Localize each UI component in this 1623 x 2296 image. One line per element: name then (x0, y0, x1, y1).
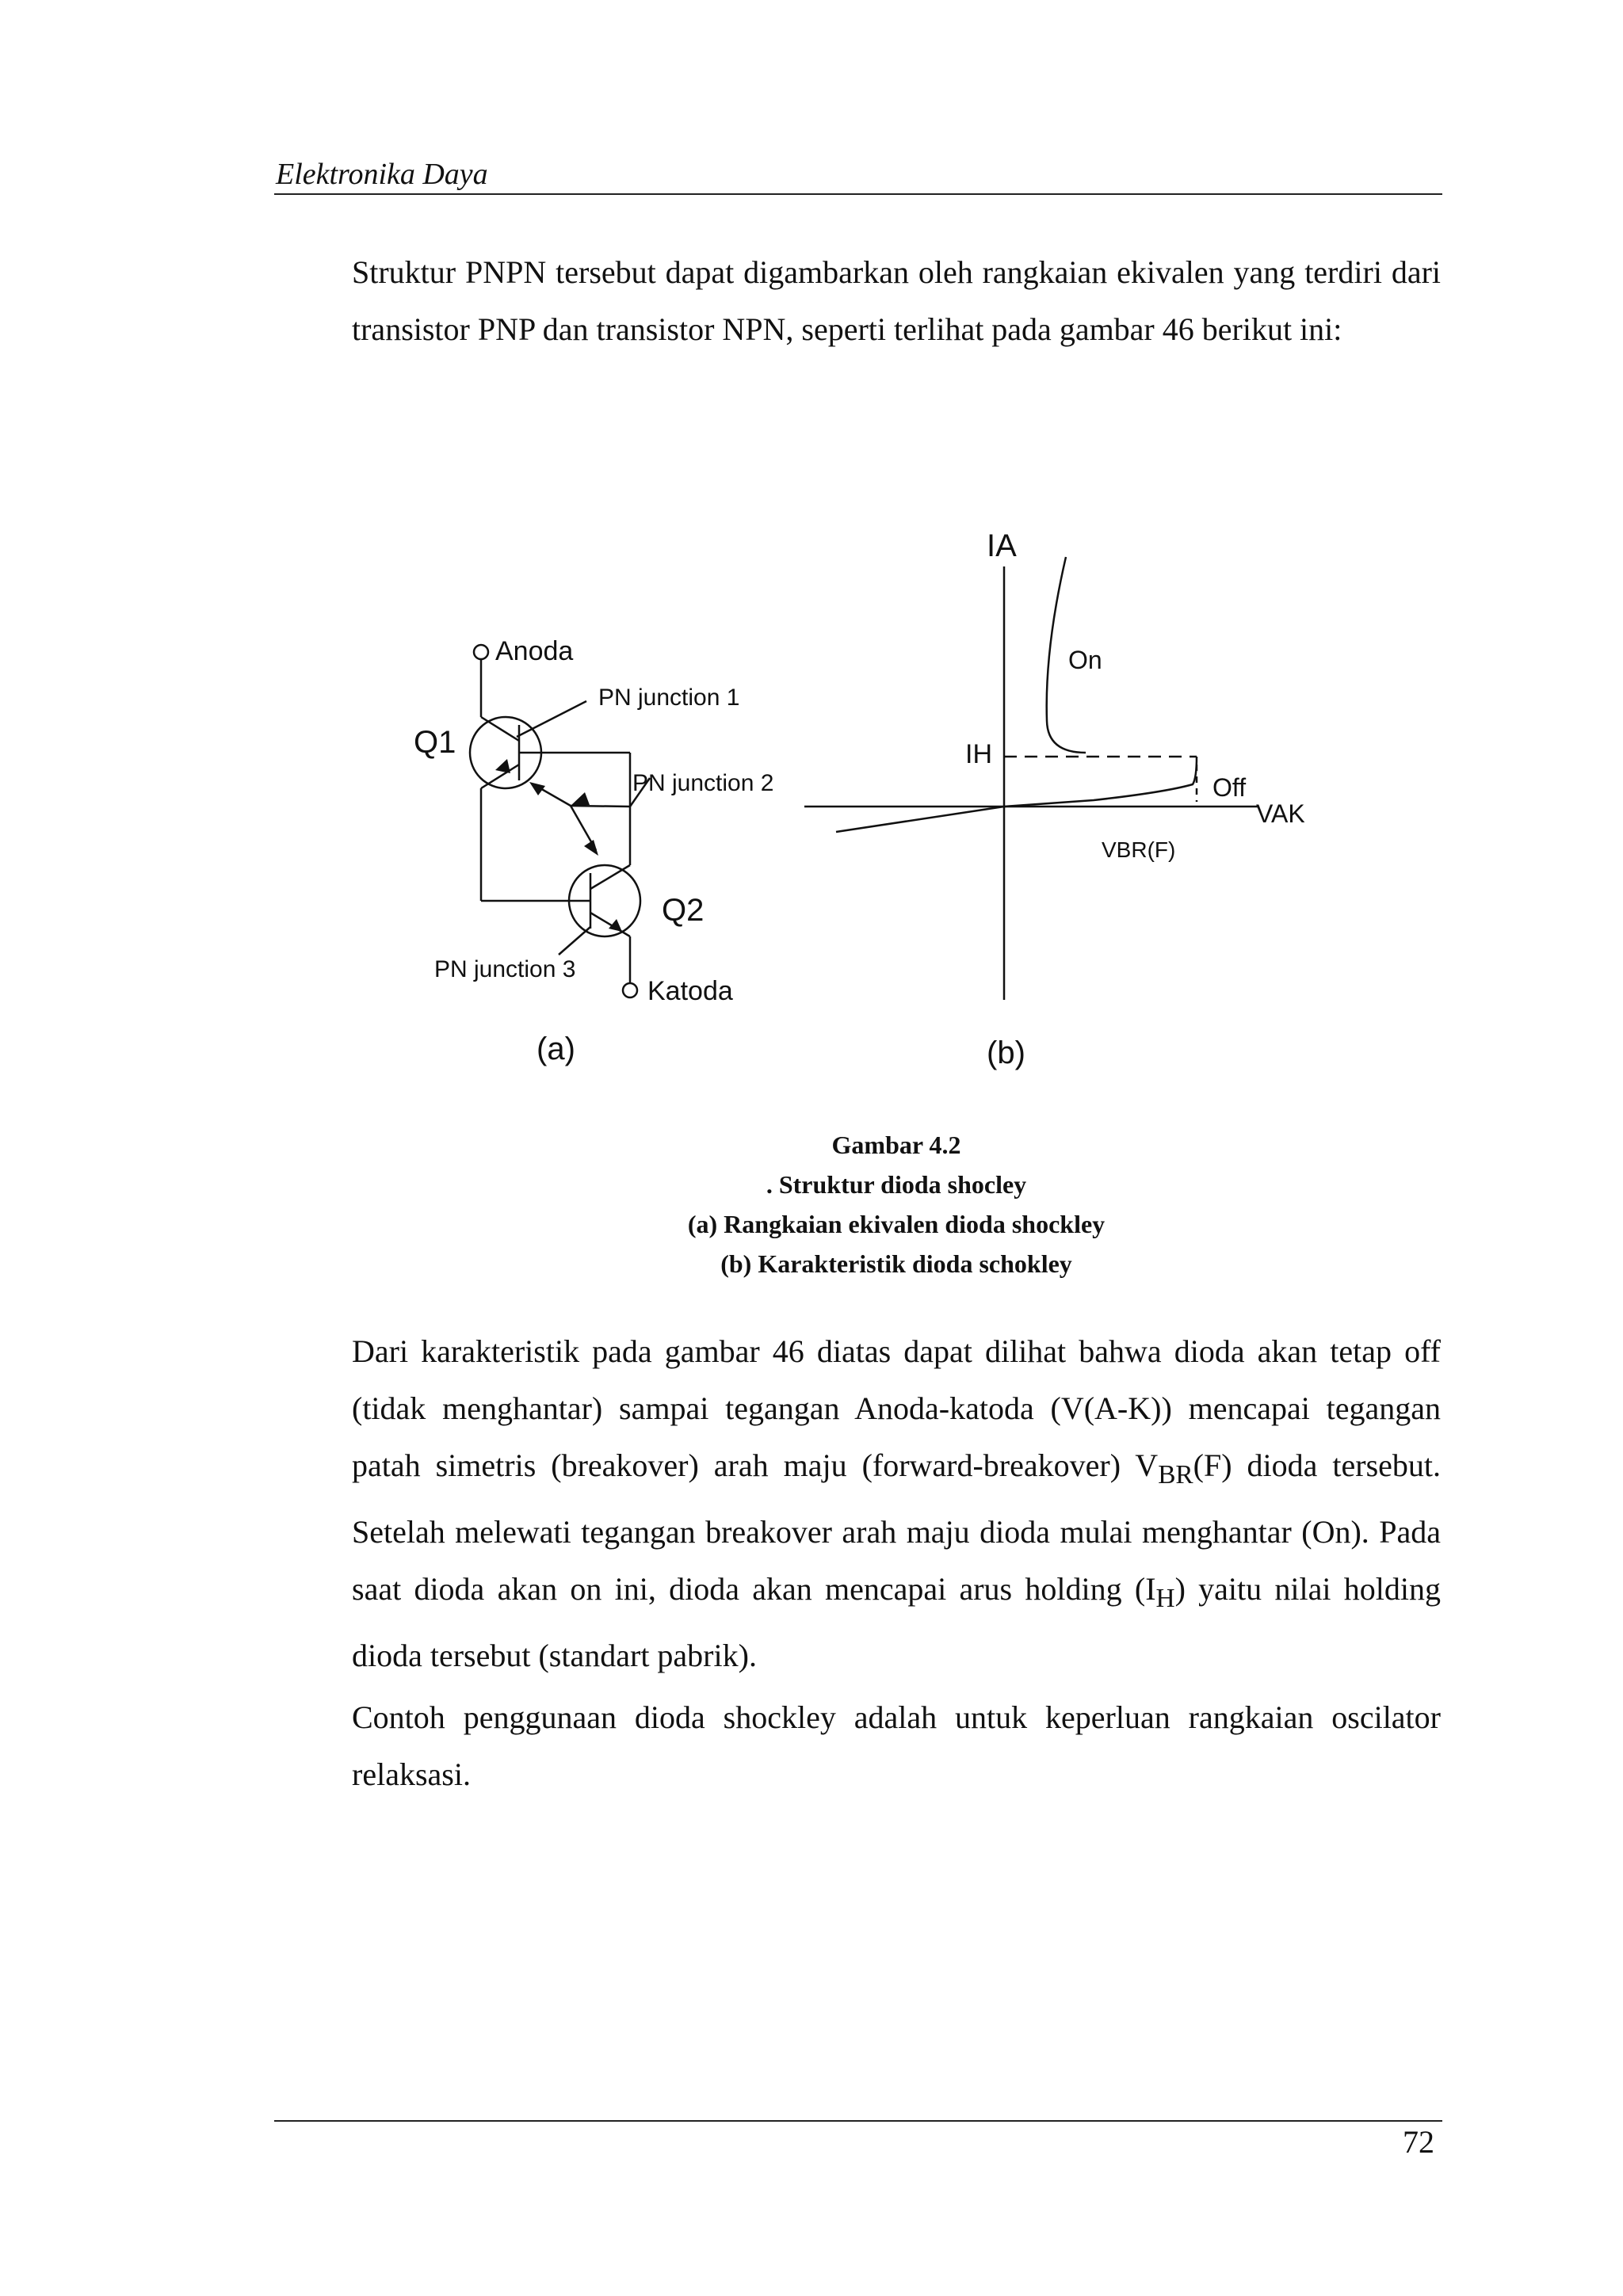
vak-label: VAK (1256, 799, 1305, 828)
intro-paragraph: Struktur PNPN tersebut dapat digambarkan oleh rangkaian ekivalen yang terdiri dari transistor PNP dan transistor NPN, seperti terlihat pada gambar 46 berikut ini: (352, 254, 1441, 347)
q2-label: Q2 (662, 893, 705, 928)
caption-line-4: (b) Karakteristik dioda schokley (720, 1249, 1072, 1278)
caption-line-2: . Struktur dioda shocley (766, 1170, 1027, 1199)
characteristic-paragraph (352, 1323, 1441, 1684)
paragraph-text: ) yaitu nilai holding dioda tersebut (standart pabrik). (352, 1571, 1441, 1673)
ih-label: IH (965, 739, 992, 769)
reverse-and-off-curve (836, 757, 1197, 832)
on-label: On (1068, 646, 1102, 674)
katoda-label: Katoda (647, 976, 733, 1006)
ia-label: IA (987, 528, 1017, 563)
q1-label: Q1 (414, 725, 456, 760)
page-number: 72 (1403, 2124, 1434, 2160)
paragraph-text: Dari karakteristik pada gambar 46 diatas dapat dilihat bahwa dioda akan tetap off (tidak menghantar) sampai tegangan Anoda-katoda (V(A-K)) mencapai tegangan patah simetris (breakover) arah maju (forward-breakover) V (352, 1333, 1441, 1483)
katoda-terminal (623, 983, 637, 997)
figure-caption (352, 1125, 1441, 1283)
subscript-br: BR (1158, 1460, 1193, 1489)
pn-junction-2-label: PN junction 2 (632, 770, 774, 796)
q1-emitter-arrow (495, 759, 510, 773)
example-paragraph: Contoh penggunaan dioda shockley adalah untuk keperluan rangkaian oscilator relaksasi. (352, 1699, 1441, 1792)
running-header: Elektronika Daya (276, 158, 488, 191)
off-label: Off (1212, 773, 1247, 802)
anoda-label: Anoda (495, 636, 574, 666)
anoda-terminal (474, 645, 488, 659)
vbr-label: VBR(F) (1102, 837, 1176, 862)
paragraph-text: (F) dioda tersebut. Setelah melewati tegangan breakover arah maju dioda mulai menghantar (On). Pada saat dioda akan on ini, dioda akan mencapai arus holding (I (352, 1447, 1442, 1607)
subscript-h: H (1155, 1584, 1175, 1613)
footer-rule (274, 2120, 1442, 2122)
figure-4-2 (0, 0, 1623, 1109)
caption-line-1: Gambar 4.2 (831, 1131, 961, 1159)
pn-junction-1-label: PN junction 1 (598, 685, 740, 711)
circuit-sublabel: (a) (537, 1032, 575, 1066)
pn-junction-3-label: PN junction 3 (434, 956, 576, 982)
caption-line-3: (a) Rangkaian ekivalen dioda shockley (687, 1210, 1106, 1238)
graph-sublabel: (b) (987, 1035, 1025, 1070)
